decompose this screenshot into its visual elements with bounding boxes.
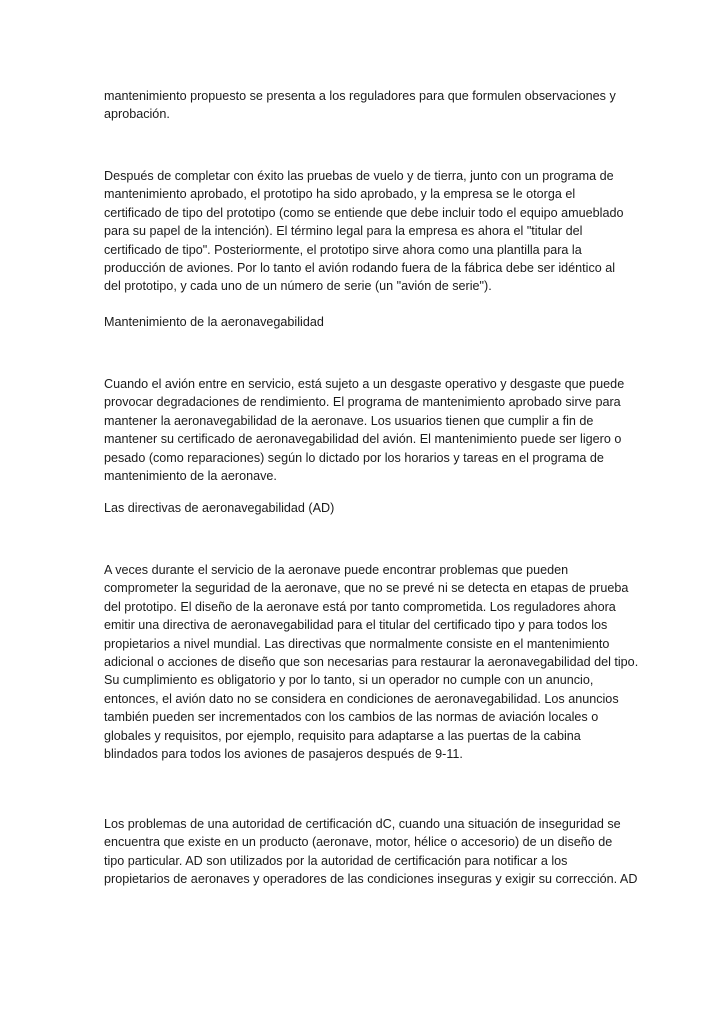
text-line: mantener la aeronavegabilidad de la aeronave. Los usuarios tienen que cumplir a fin de bbox=[104, 413, 594, 428]
text-line: emitir una directiva de aeronavegabilidad para el titular del certificado tipo y para todos los bbox=[104, 618, 608, 633]
text-line: Los problemas de una autoridad de certificación dC, cuando una situación de inseguridad se bbox=[104, 817, 621, 831]
text-line: mantenimiento propuesto se presenta a los reguladores para que formulen observaciones y bbox=[104, 89, 616, 103]
text-line: del prototipo. El diseño de la aeronave está por tanto comprometida. Los reguladores ahora bbox=[104, 599, 616, 614]
text-line: propietarios de aeronaves y operadores de las condiciones inseguras y exigir su corrección. AD bbox=[104, 872, 638, 887]
text-line: para su papel de la intención). El término legal para la empresa es ahora el "titular del bbox=[104, 224, 583, 239]
text-line: certificado de tipo". Posteriormente, el prototipo sirve ahora como una plantilla para la bbox=[104, 242, 582, 257]
text-line: Después de completar con éxito las pruebas de vuelo y de tierra, junto con un programa de bbox=[104, 169, 614, 183]
text-line: provocar degradaciones de rendimiento. El programa de mantenimiento aprobado sirve para bbox=[104, 395, 621, 410]
text-line: propietarios a nivel mundial. Las directivas que normalmente consiste en el mantenimiento bbox=[104, 636, 610, 651]
text-line: certificado de tipo del prototipo (como se entiende que debe incluir todo el equipo amueblado bbox=[104, 205, 624, 220]
text-line: mantenimiento aprobado, el prototipo ha sido aprobado, y la empresa se le otorga el bbox=[104, 187, 576, 202]
paragraph-certification-authority bbox=[104, 815, 638, 889]
section-heading-airworthiness: Mantenimiento de la aeronavegabilidad bbox=[104, 315, 324, 329]
text-line: mantenimiento de la aeronave. bbox=[104, 469, 277, 484]
text-line: blindados para todos los aviones de pasajeros después de 9-11. bbox=[104, 747, 463, 762]
paragraph-continued-airworthiness bbox=[104, 375, 624, 485]
text-line: producción de aviones. Por lo tanto el avión rodando fuera de la fábrica debe ser idéntico al bbox=[104, 261, 616, 276]
text-line: globales y requisitos, por ejemplo, requisito para adaptarse a las puertas de la cabina bbox=[104, 728, 581, 743]
text-line: aprobación. bbox=[104, 107, 170, 122]
paragraph-intro bbox=[104, 87, 624, 124]
text-line: adicional o acciones de diseño que son necesarias para restaurar la aeronavegabilidad del tipo. bbox=[104, 655, 639, 670]
text-line: comprometer la seguridad de la aeronave, que no se prevé ni se detecta en etapas de prueba bbox=[104, 581, 629, 596]
text-line: Cuando el avión entre en servicio, está sujeto a un desgaste operativo y desgaste que puede bbox=[104, 377, 625, 391]
text-line: encuentra que existe en un producto (aeronave, motor, hélice o accesorio) de un diseño de bbox=[104, 835, 613, 850]
text-line: del prototipo, y cada uno de un número de serie (un "avión de serie"). bbox=[104, 279, 492, 294]
text-line: A veces durante el servicio de la aeronave puede encontrar problemas que pueden bbox=[104, 563, 569, 577]
text-line: también pueden ser incrementados con los cambios de las normas de aviación locales o bbox=[104, 710, 599, 725]
text-line: tipo particular. AD son utilizados por la autoridad de certificación para notificar a los bbox=[104, 853, 568, 868]
text-line: mantener su certificado de aeronavegabilidad del avión. El mantenimiento puede ser ligero o bbox=[104, 432, 622, 447]
text-line: pesado (como reparaciones) según lo dictado por los horarios y tareas en el programa de bbox=[104, 450, 604, 465]
text-line: Su cumplimiento es obligatorio y por lo tanto, si un operador no cumple con un anuncio, bbox=[104, 673, 594, 688]
paragraph-prototype-certification bbox=[104, 167, 624, 296]
paragraph-directives bbox=[104, 561, 639, 763]
text-line: entonces, el avión dato no se considera en condiciones de aeronavegabilidad. Los anuncios bbox=[104, 691, 619, 706]
section-heading-directives: Las directivas de aeronavegabilidad (AD) bbox=[104, 501, 335, 515]
